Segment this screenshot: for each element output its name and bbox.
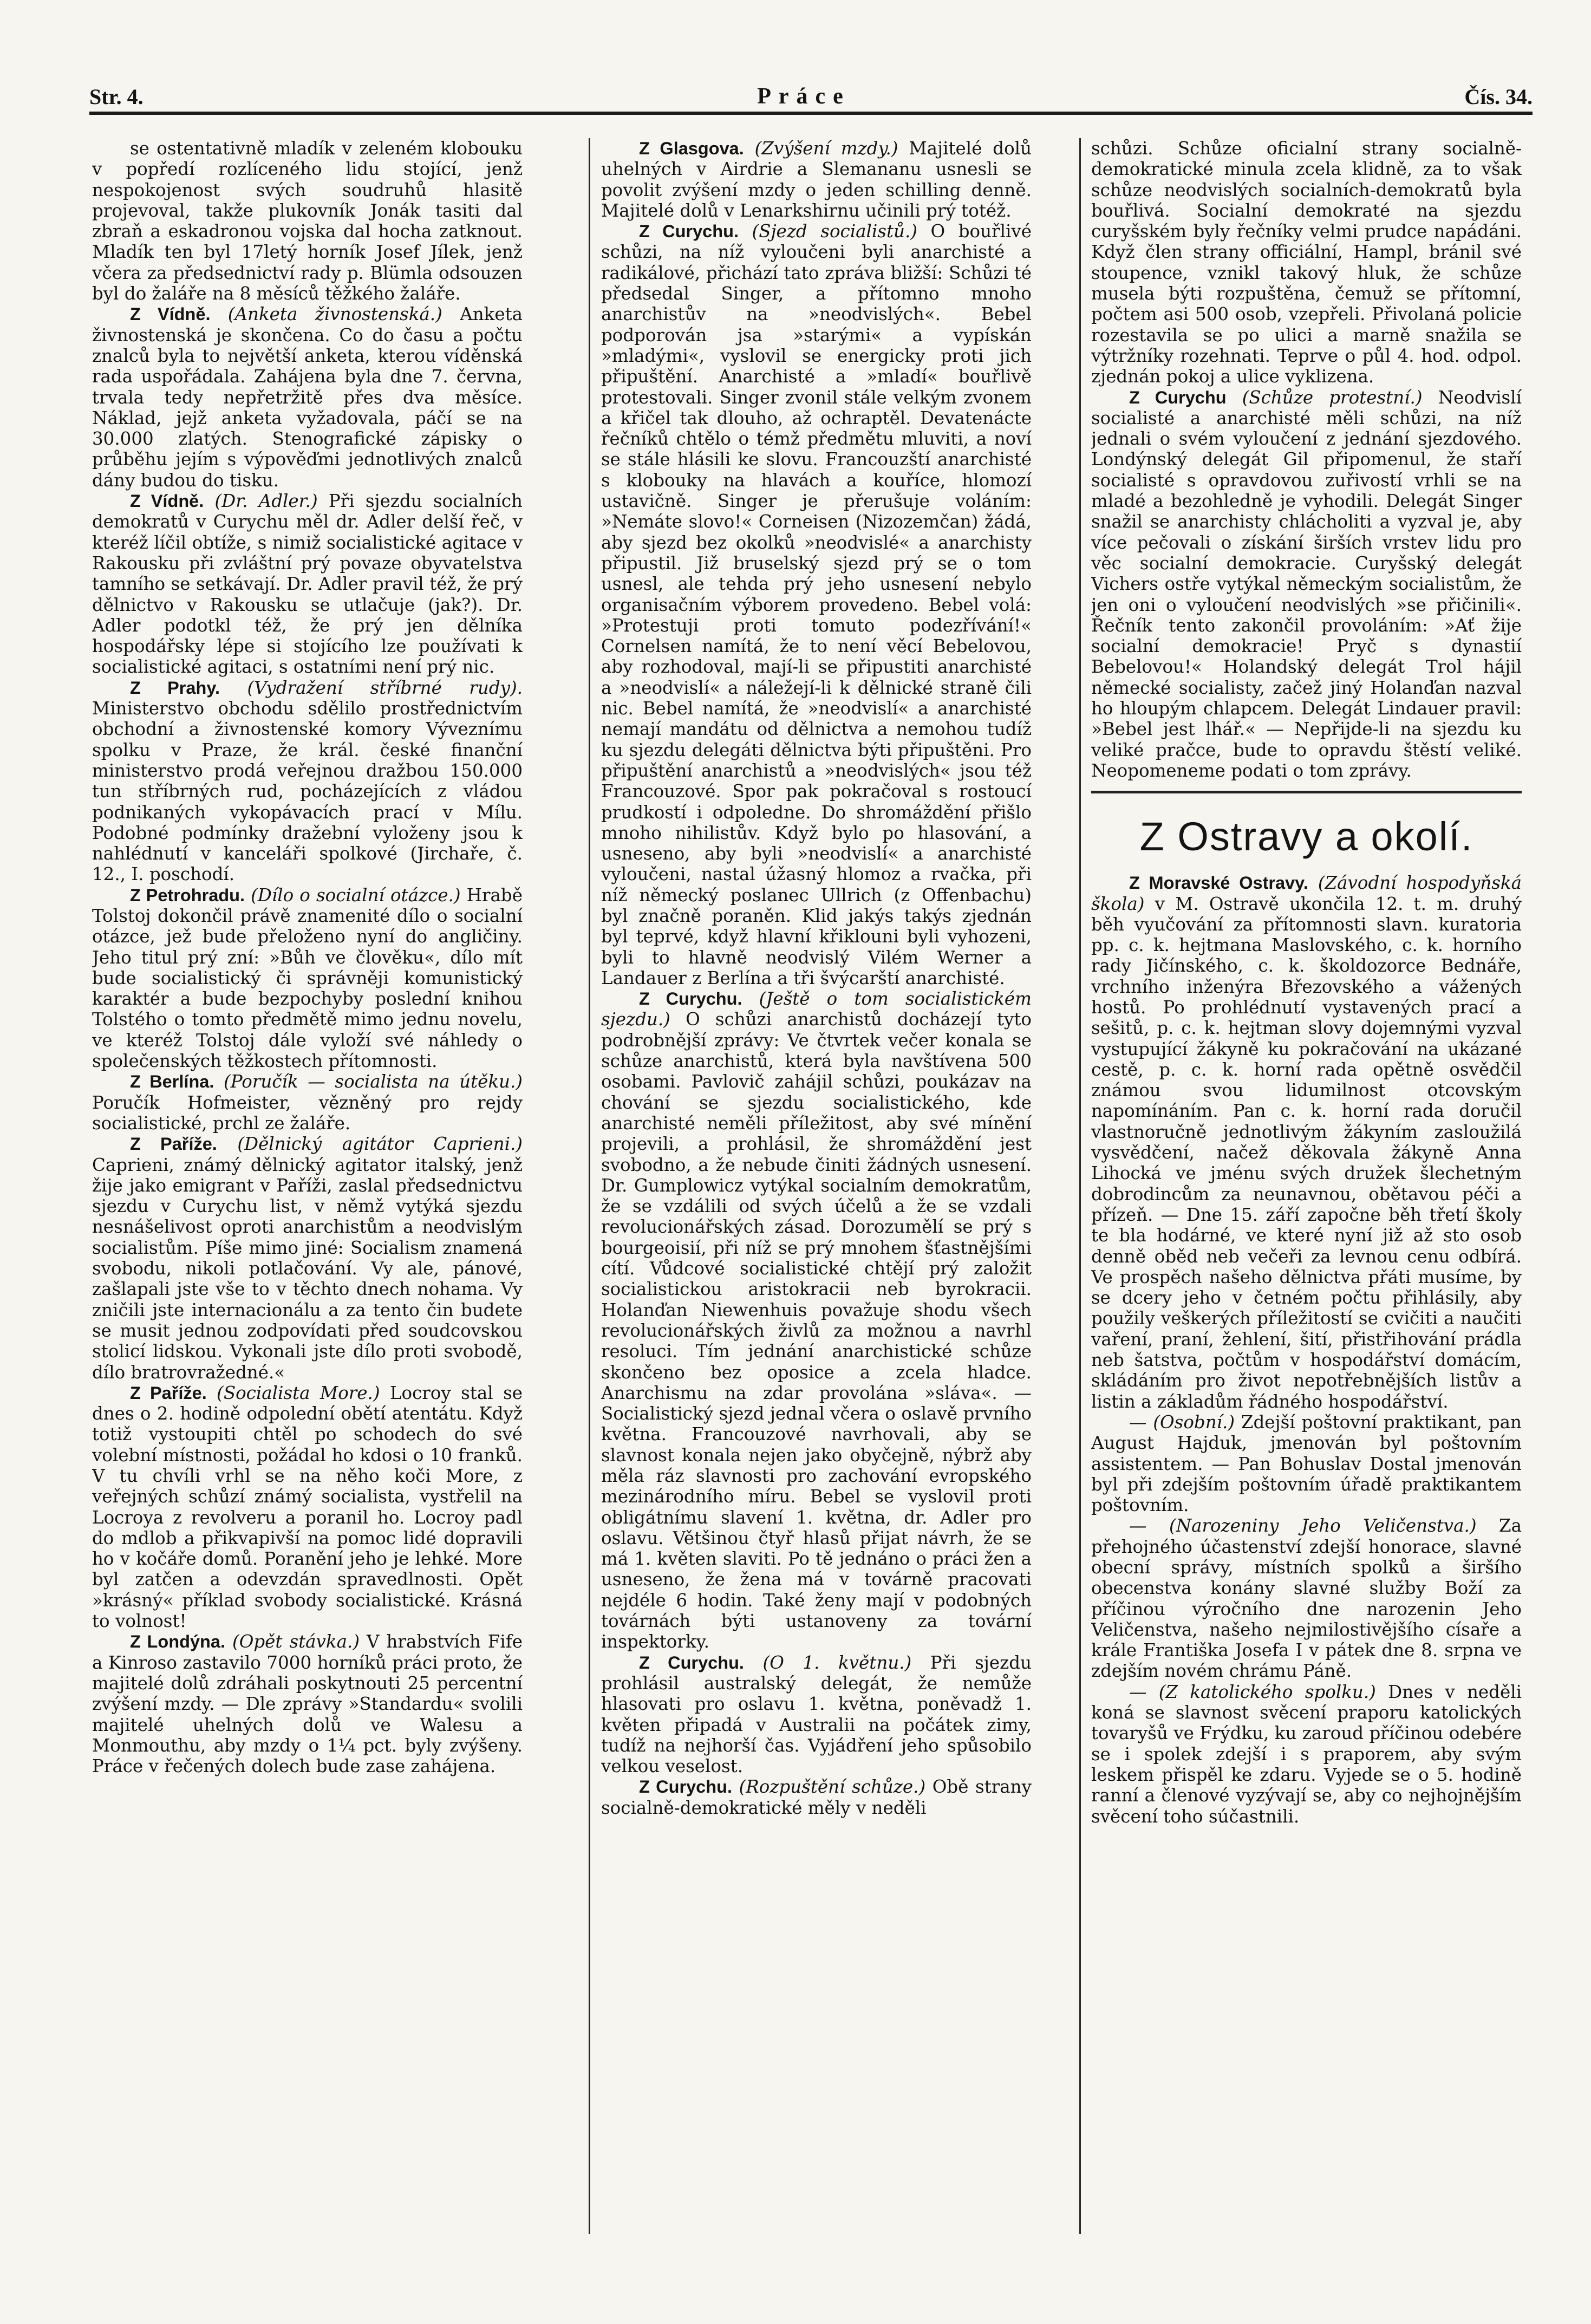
article-dateline: Z Curychu. xyxy=(639,1777,732,1797)
article-dateline: Z Vídně. xyxy=(130,304,211,324)
newspaper-title: Práce xyxy=(757,84,851,109)
article xyxy=(92,1631,523,1776)
page-number: Str. 4. xyxy=(89,84,144,109)
article-text: schůzi. Schůze oficialní strany socialně-demokratické minula zcela klidně, za to však schůze neodvislých socialních-demokratů byla bouřlivá. Socialní demokraté na sjezdu curyšském byly řečníky velmi prudce napádáni. Když člen strany officiální, Hampl, bránil své stoupence, vznikl takový hluk, že schůze musela býti rozpuštěna, čemuž se přítomní, počtem asi 500 osob, vzepřeli. Přivolaná policie rozestavila se po ulici a marně snažila se výtržníky rozehnati. Teprve o půl 4. hod. odpol. zjednán pokoj a ulice vyklizena. xyxy=(1091,138,1522,387)
article xyxy=(601,1776,1032,1818)
article-text: Obě strany socialně-demokratické měly v neděli xyxy=(601,1776,1032,1818)
article-subtitle: (Socialista More.) xyxy=(217,1382,380,1403)
article-text: Anketa živnostenská je skončena. Co do času a počtu znalců byla to největší anketa, kterou víděnská rada uspořádala. Zahájena byla dne 7. června, trvala tedy nepřetržitě přes dva měsíce. Náklad, jejž anketa vyžadovala, páčí se na 30.000 zlatých. Stenografické zápisky o průběhu jejím s výpověďmi jednotlivých znalců dány budou do tisku. xyxy=(92,304,523,491)
article-text: v M. Ostravě ukončila 12. t. m. druhý běh vyučování za přítomnosti slavn. kuratoria pp. c. k. hejtmana Maslovského, c. k. horního rady Jičínského, c. k. školdozorce Bednáře, vrchního inženýra Březovského a vážených hostů. Po prohlédnutí vystavených prací a sešitů, p. c. k. hejtman slovy dojemnými vyzval vystupující žákyně ku pokračování na ukázané cestě, p. c. k. horní rada opětně osvědčil známou svou lidumilnost otcovským napomínáním. Pan c. k. horní rada doručil vlastnoručně jednotlivým žákyním zasloužilá vysvědčení, načež děkovala žákyně Anna Lihocká ve jménu svých družek šlechetným dobrodincům za neunavnou, obětavou péči a přízeň. — Dne 15. září započne běh třetí školy te bla hodárné, ve které nyní již až sto osob denně oběd neb večeři za levnou cenu odbírá. Ve prospěch našeho dělnictva přáti musíme, by se dcery jeho v četném počtu přihlásily, aby použily veškerých příležitostí se cvičiti a naučiti vaření, praní, žehlení, šití, přistřihování prádla neb šatstva, počtům v hospodářství domácím, skládáním pro život nepotřebnějších listův a listin a základům řádného hospodářství. xyxy=(1091,893,1522,1412)
column-2 xyxy=(601,138,1032,2234)
article xyxy=(92,491,523,678)
column-3 xyxy=(1091,138,1522,2234)
article-dateline: Z Glasgova. xyxy=(639,139,744,158)
article-subtitle: (Dílo o socialní otázce.) xyxy=(251,884,461,906)
article-dateline: Z Curychu. xyxy=(639,989,742,1009)
article xyxy=(92,1071,523,1134)
article xyxy=(601,138,1032,221)
issue-number: Čís. 34. xyxy=(1464,84,1533,109)
article xyxy=(92,304,523,491)
article xyxy=(92,885,523,1072)
article-subtitle: (Vydražení stříbrné rudy). xyxy=(247,677,523,698)
article xyxy=(92,138,523,304)
column-divider xyxy=(1079,138,1081,2234)
article-text: Poručík Hofmeister, vězněný pro rejdy socialistické, prchl ze žaláře. xyxy=(92,1092,523,1134)
article-subtitle: — (Osobní.) xyxy=(1129,1411,1235,1433)
article-subtitle: (Schůze protestní.) xyxy=(1242,387,1423,408)
article-text: Neodvislí socialisté a anarchisté měli schůzi, na níž jednali o svém vyloučení z jednání sjezdového. Londýnský delegát Gil připomenul, že staří socialisté s opravdovou zuřivostí vrhli se na mladé a bezohledně je vyhodili. Delegát Singer snažil se anarchisty chlácholiti a vyzval je, aby více pečovali o získání širších vrstev lidu pro věc socialní demokracie. Curyšský delegát Vichers ostře vytýkal německým socialistům, že jen oni o vyloučení neodvislých »se přičinili«. Řečník tento zakončil provoláním: »Ať žije socialní demokracie! Pryč s dynastií Bebelovou!« Holandský delegát Trol hájil německé socialisty, začež jiný Holanďan nazval ho hloupým chlapcem. Delegát Lindauer pravil: »Bebel jest lhář.« — Nepřijde-li na sjezdu ku veliké pračce, bude to opravdu štěstí veliké. Neopomeneme podati o tom zprávy. xyxy=(1091,387,1522,781)
article-dateline: Z Petrohradu. xyxy=(130,885,245,905)
article-dateline: Z Prahy. xyxy=(130,678,220,698)
article-text: Majitelé dolů uhelných v Airdrie a Slemananu usnesli se povolit zvýšení mzdy o jeden schilling denně. Majitelé dolů v Lenarkshirnu učinili prý totéž. xyxy=(601,138,1032,221)
article xyxy=(1091,138,1522,387)
article xyxy=(1091,1412,1522,1515)
page-header xyxy=(89,76,1533,109)
article-dateline: Z Curychu. xyxy=(639,222,739,242)
article xyxy=(92,678,523,885)
article-subtitle: (O 1. květnu.) xyxy=(762,1652,912,1673)
article xyxy=(92,1383,523,1632)
article-subtitle: (Anketa živnostenská.) xyxy=(227,304,442,325)
section-heading: Z Ostravy a okolí. xyxy=(1139,814,1473,860)
article-dateline: Z Berlína. xyxy=(130,1072,214,1092)
article-subtitle: — (Z katolického spolku.) xyxy=(1129,1681,1376,1702)
article-text: V hrabstvích Fife a Kinroso zastavilo 7000 horníků práci proto, že majitelé dolů zdráhali poskytnouti 25 percentní zvýšení mzdy. — Dle zprávy »Standardu« svolili majitelé uhelných dolů ve Walesu a Monmouthu, aby mzdy o 1¼ pct. byly zvýšeny. Práce v řečených dolech bude zase zahájena. xyxy=(92,1631,523,1777)
article-dateline: Z Londýna. xyxy=(130,1632,225,1652)
section-rule xyxy=(1091,791,1522,793)
article-subtitle: (Zvýšení mzdy.) xyxy=(754,138,898,159)
article-subtitle: (Opět stávka.) xyxy=(232,1631,360,1652)
article-subtitle: — (Narozeniny Jeho Veličenstva.) xyxy=(1129,1515,1477,1537)
header-rule xyxy=(89,112,1533,115)
article-text: se ostentativně mladík v zeleném klobouku v popředí rozlíceného lidu stojící, jenž nespokojenost svých soudruhů hlasitě projevoval, takže plukovník Jonák tasiti dal zbraň a eskadronou vojska dal hocha zatknout. Mladík ten byl 17letý horník Josef Jílek, jenž včera za předsednictví rady p. Blümla odsouzen byl do žaláře na 8 měsíců těžkého žaláře. xyxy=(92,138,523,304)
article-text: Za přehojného účastenství zdejší honorace, slavné obecní správy, místních spolků a širšího obecenstva konány slavné služby Boží za příčinou výročního dne narozenin Jeho Veličenstva, našeho nejmilostivějšího císaře a krále Františka Josefa I v pátek dne 8. srpna ve zdejším novém chrámu Páně. xyxy=(1091,1515,1522,1682)
article xyxy=(1091,873,1522,1412)
article xyxy=(601,988,1032,1652)
article-text: Locroy stal se dnes o 2. hodině odpolední obětí atentátu. Když totiž vystoupiti chtěl po schodech do své volební místnosti, požádal ho kdosi o 10 franků. V tu chvíli vrhl se na něho koči More, z veřejných schůzí známý socialista, vystřelil na Locroya z revolveru a poranil ho. Locroy padl do mdlob a přikvapivší na pomoc lidé dopravili ho v kočáře domů. Poranění jeho je lehké. More byl zatčen a odevzdán spravedlnosti. Opět »krásný« příklad svobody socialistické. Krásná to volnost! xyxy=(92,1382,523,1632)
article xyxy=(1091,1515,1522,1681)
article xyxy=(601,221,1032,988)
article-text: Hrabě Tolstoj dokončil právě znamenité dílo o socialní otázce, jež bude přeloženo nyní do angličiny. Jeho titul prý zní: »Bůh ve člověku«, dílo mít bude socialistický či správněji komunistický karaktér a bude bezpochyby poslední knihou Tolstého o tomto předmětě mimo jednu novelu, ve kteréž Tolstoj dále vyloží své náhledy o společenských těžkostech přítomnosti. xyxy=(92,884,523,1072)
article-text: Ministerstvo obchodu sdělilo prostřednictvím obchodní a živnostenské komory Výveznímu spolku v Praze, že král. české finanční ministerstvo prodá veřejnou dražbou 150.000 tun stříbrných rud, pocházejících z vládou podnikaných vykopávacích prací v Mílu. Podobné podmínky dražební vyloženy jsou k nahlédnutí v kanceláři spolkové (Jirchaře, č. 12., I. poschodí. xyxy=(92,698,523,885)
article-dateline: Z Curychu. xyxy=(639,1652,744,1672)
article-subtitle: (Dělnický agitátor Caprieni.) xyxy=(237,1134,523,1155)
article xyxy=(1091,387,1522,782)
article xyxy=(601,1652,1032,1777)
article-text: O schůzi anarchistů docházejí tyto podrobnější zprávy: Ve čtvrtek večer konala se schůze anarchistů, která byla navštívena 500 osobami. Pavlovič zahájil schůzi, poukázav na chování se sjezdu socialistického, kde anarchisté neměli příležitost, aby své mínění projevili, a prohlásil, že shromáždění jest svobodno, a že nebude činiti žádných usnesení. Dr. Gumplowicz vytýkal socialním demokratům, že se vzdálili od svých účelů a že se vzdali revolucionářských zásad. Dorozumělí se prý s bourgeoisií, při níž se prý mnohem šťastnějšími cítí. Vůdcové socialistické chtějí prý založit socialistickou aristokracii neb byrokracii. Holanďan Niewenhuis považuje shodu všech revolucionářských živlů za možnou a navrhl resoluci. Tím jednání anarchistické schůze skončeno bez oposice a zcela hladce. Anarchismu na zdar provolána »sláva«. — Socialistický sjezd jednal včera o oslavě prvního května. Francouzové navrhovali, aby se slavnost konala nejen jako obyčejně, nýbrž aby měla ráz slavnosti pro zachování evropského mezinárodního míru. Bebel se vyslovil proti obligátnímu slavení 1. května, dr. Adler pro oslavu. Většinou čtyř hlasů přijat návrh, že se má 1. květen slaviti. Po tě jednáno o práci žen a usneseno, že žena má v továrně pracovati nejdéle 6 hodin. Také ženy mají v podobných továrnách býti ustanoveny za tovární inspektorky. xyxy=(601,1009,1032,1652)
article-dateline: Z Paříže. xyxy=(130,1134,217,1154)
article-dateline: Z Curychu xyxy=(1129,387,1227,407)
article-subtitle: (Sjezd socialistů.) xyxy=(752,221,917,242)
article-subtitle: (Závodní hospodyňská škola) xyxy=(1091,873,1522,914)
article-text: Zdejší poštovní praktikant, pan August Hajduk, jmenován byl poštovním assistentem. — Pan Bohuslav Dostal jmenován byl při zdejším poštovním úřadě praktikantem poštovním. xyxy=(1091,1411,1522,1516)
article-text: Dnes v neděli koná se slavnost svěcení praporu katolických tovaryšů ve Frýdku, ku zaroud příčinou odebére se i spolek zdejší i s praporem, aby svým leskem přispěl ke zdaru. Vyjede se o 5. hodině ranní a členové vyzývají se, aby co nejhojnějším svěcení toho súčastnili. xyxy=(1091,1681,1522,1827)
article-text: O bouřlivé schůzi, na níž vyloučeni byli anarchisté a radikálové, přichází tato zpráva bližší: Schůzi té předsedal Singer, a přítomno mnoho anarchistův na »neodvislých«. Bebel podporován jsa »starými« a vypískán »mladými«, vyslovil se energicky proti jich připuštění. Anarchisté a »mladí« bouřlivě protestovali. Singer zvonil stále velkým zvonem a křičel tak dlouho, až ochraptěl. Devatenácte řečníků chtělo o témž předmětu mluviti, a noví se stále hlásili ke slovu. Francouzští anarchisté s klobouky na hlavách a kouříce, hlomozí ustavičně. Singer je přerušuje voláním: »Nemáte slovo!« Corneisen (Nizozemčan) žádá, aby sjezd bez okolků »neodvislé« a anarchisty připustil. Již bruselský sjezd prý se o tom usnesl, ale tehda prý jeho usnesení nebylo organisačním výborem provedeno. Bebel volá: »Protestuji proti tomuto podezřívání!« Cornelsen namítá, že to není věcí Bebelovou, aby rozhodoval, mají-li se připustiti anarchisté a »neodvislí« a náležejí-li k dělnické straně čili nic. Bebel namítá, že »neodvislí« a anarchisté nemají mandátu od dělnictva a nemohou tudíž ku sjezdu delegáti dělnictva býti připuštěni. Pro připuštění anarchistů a »neodvislých« jsou též Francouzové. Spor pak pokračoval s rostoucí prudkostí i odpoledne. Do shromáždění přišlo mnoho nihilistův. Když bylo po hlasování, a usneseno, aby byli »neodvislí« a anarchisté vyloučeni, nastal úžasný hlomoz a rvačka, při níž německý poslanec Ullrich (z Offenbachu) byl značně poraněn. Klid jakýs takýs zjednán byl teprvé, když hlavní křiklouni byli vyhozeni, byli to hlavně neodvislý Vilém Werner a Landauer z Berlína a tři švýcarští anarchisté. xyxy=(601,221,1032,988)
article-dateline: Z Vídně. xyxy=(130,491,204,511)
article xyxy=(92,1134,523,1383)
article-subtitle: (Rozpuštění schůze.) xyxy=(739,1776,926,1798)
column-1 xyxy=(92,138,523,2234)
column-divider xyxy=(589,138,590,2234)
article-dateline: Z Paříže. xyxy=(130,1383,207,1403)
article-text: Caprieni, známý dělnický agitator italský, jenž žije jako emigrant v Paříži, zaslal předsednictvu sjezdu v Curychu list, v němž vytýká sjezdu nesnášelivost oproti anarchistům a neodvislým socialistům. Píše mimo jiné: Socialism znamená svobodu, nikoli potlačování. Vy ale, pánové, zašlapali jste vše to v těchto dnech nohama. Vy zničili jste internacionálu a za tento čin budete se musit jednou zodpovídati před soudcovskou stolicí lidskou. Vykonali jste dílo proti svobodě, dílo bratrovražedné.« xyxy=(92,1154,523,1383)
article-subtitle: (Ještě o tom socialistickém sjezdu.) xyxy=(601,988,1032,1030)
article-dateline: Z Moravské Ostravy. xyxy=(1129,873,1308,893)
article-subtitle: (Poručík — socialista na útěku.) xyxy=(224,1071,523,1092)
article xyxy=(1091,1682,1522,1827)
article-text: Při sjezdu prohlásil australský delegát, že nemůže hlasovati pro oslavu 1. května, poněvadž 1. květen připadá v Australii na počátek zimy, tudíž na nejhorší čas. Vyjádření jeho spůsobilo velkou veselost. xyxy=(601,1652,1032,1777)
article-subtitle: (Dr. Adler.) xyxy=(214,491,318,512)
article-text: Při sjezdu socialních demokratů v Curychu měl dr. Adler delší řeč, v kteréž líčil obtíže, s nimiž socialistické agitace v Rakousku při zvláštní prý povaze obyvatelstva tamního se setkávají. Dr. Adler pravil též, že prý dělnictvo v Rakousku se utlačuje (jak?). Dr. Adler podotkl též, že prý jen dělníka hospodářsky lépe si stojícího lze používati k socialistické agitaci, s ostatními není prý nic. xyxy=(92,491,523,678)
